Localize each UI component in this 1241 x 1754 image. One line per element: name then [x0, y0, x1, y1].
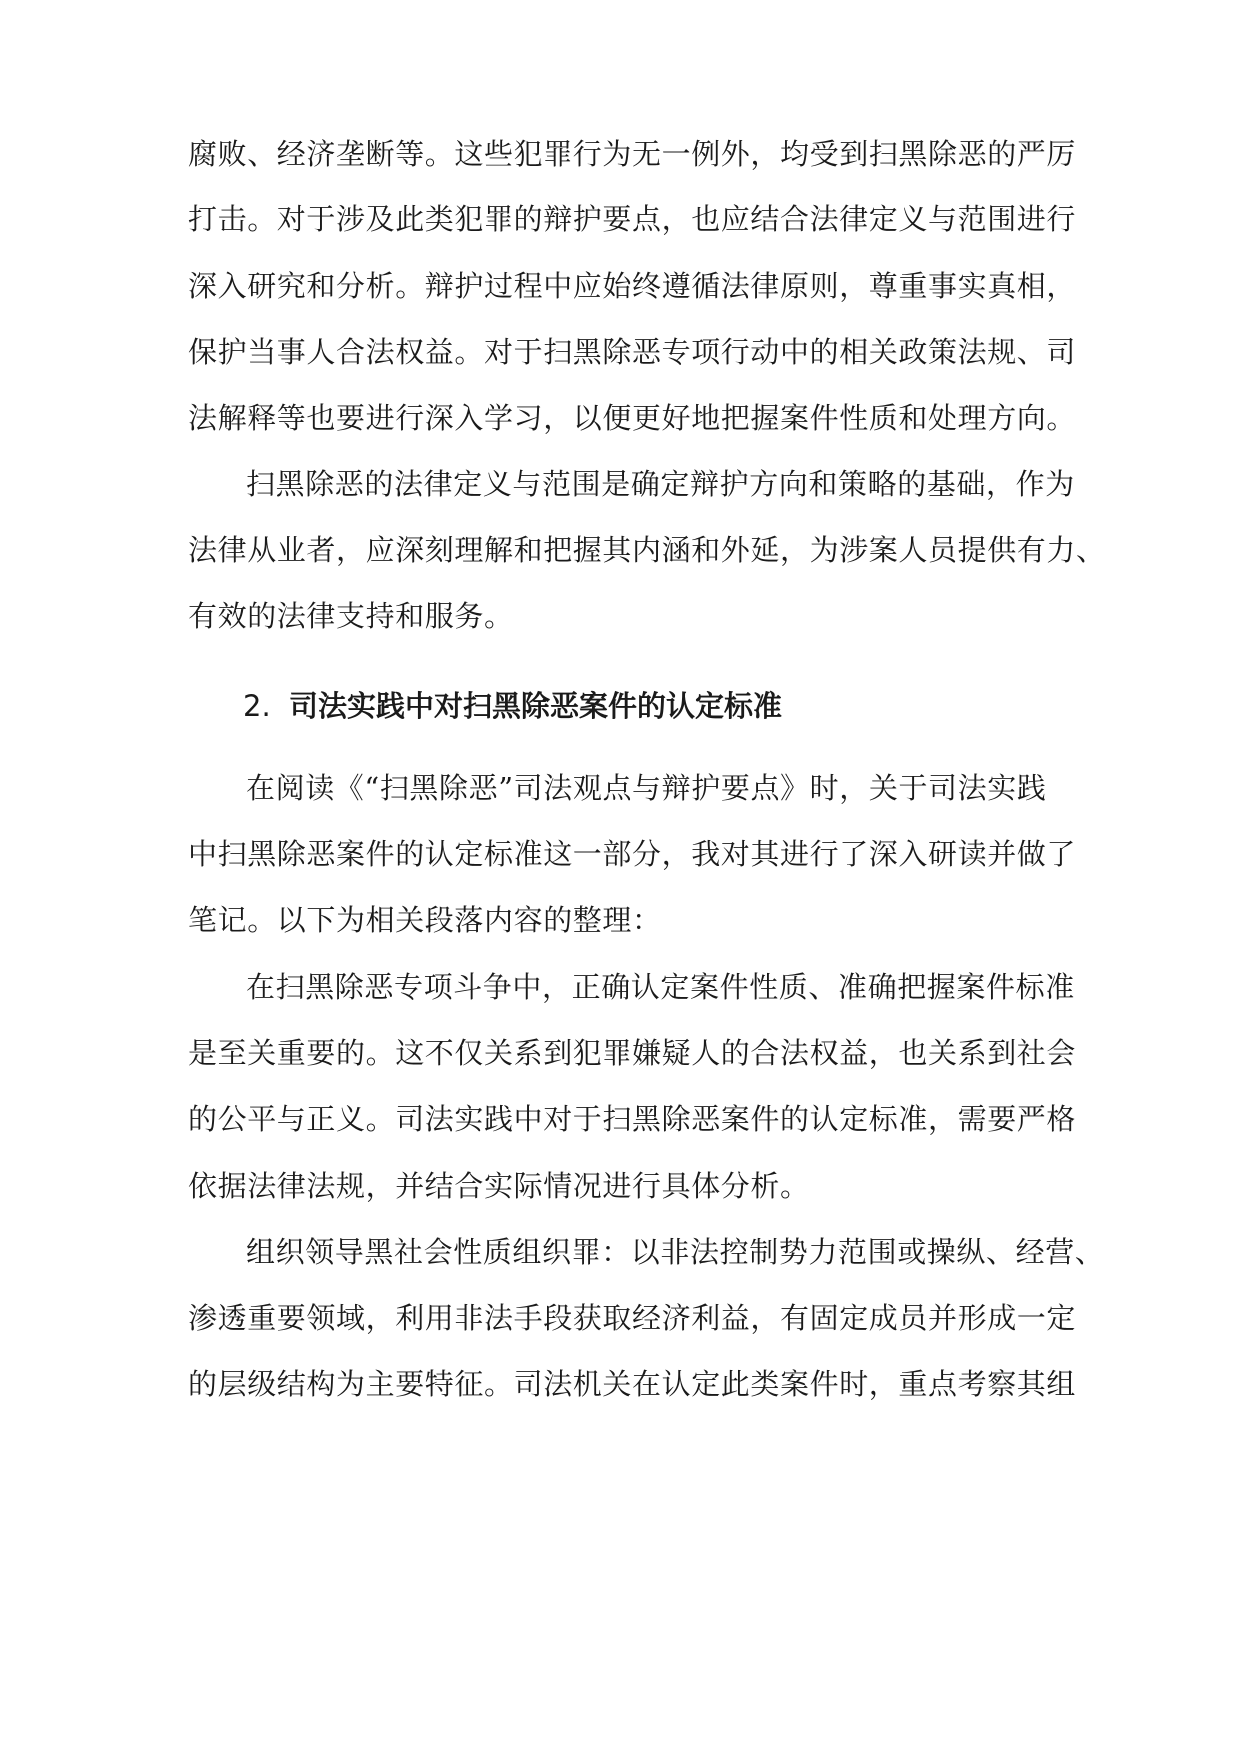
text-line: 打击。对于涉及此类犯罪的辩护要点，也应结合法律定义与范围进行: [188, 202, 1077, 236]
text-line: 中扫黑除恶案件的认定标准这一部分，我对其进行了深入研读并做了: [188, 837, 1077, 871]
section-number: 2.: [243, 689, 271, 723]
text-line: 保护当事人合法权益。对于扫黑除恶专项行动中的相关政策法规、司: [188, 335, 1077, 369]
text-line: 深入研究和分析。辩护过程中应始终遵循法律原则，尊重事实真相，: [188, 269, 1077, 303]
text-line: 腐败、经济垄断等。这些犯罪行为无一例外，均受到扫黑除恶的严厉: [188, 137, 1077, 171]
text-line: 组织领导黑社会性质组织罪：以非法控制势力范围或操纵、经营、: [246, 1235, 1105, 1269]
text-line: 在阅读《“扫黑除恶”司法观点与辩护要点》时，关于司法实践: [246, 771, 1047, 805]
section-title: 司法实践中对扫黑除恶案件的认定标准: [289, 689, 783, 723]
text-line: 的公平与正义。司法实践中对于扫黑除恶案件的认定标准，需要严格: [188, 1102, 1077, 1136]
text-line: 笔记。以下为相关段落内容的整理：: [188, 903, 662, 937]
text-line: 在扫黑除恶专项斗争中，正确认定案件性质、准确把握案件标准: [246, 970, 1075, 1004]
text-line: 扫黑除恶的法律定义与范围是确定辩护方向和策略的基础，作为: [246, 467, 1075, 501]
text-line: 法律从业者，应深刻理解和把握其内涵和外延，为涉案人员提供有力、: [188, 533, 1106, 567]
text-line: 是至关重要的。这不仅关系到犯罪嫌疑人的合法权益，也关系到社会: [188, 1036, 1077, 1070]
text-line: 有效的法律支持和服务。: [188, 599, 514, 633]
section-heading: [243, 686, 782, 726]
text-line: 的层级结构为主要特征。司法机关在认定此类案件时，重点考察其组: [188, 1367, 1077, 1401]
text-line: 法解释等也要进行深入学习，以便更好地把握案件性质和处理方向。: [188, 401, 1077, 435]
text-line: 渗透重要领域，利用非法手段获取经济利益，有固定成员并形成一定: [188, 1301, 1077, 1335]
text-line: 依据法律法规，并结合实际情况进行具体分析。: [188, 1169, 810, 1203]
